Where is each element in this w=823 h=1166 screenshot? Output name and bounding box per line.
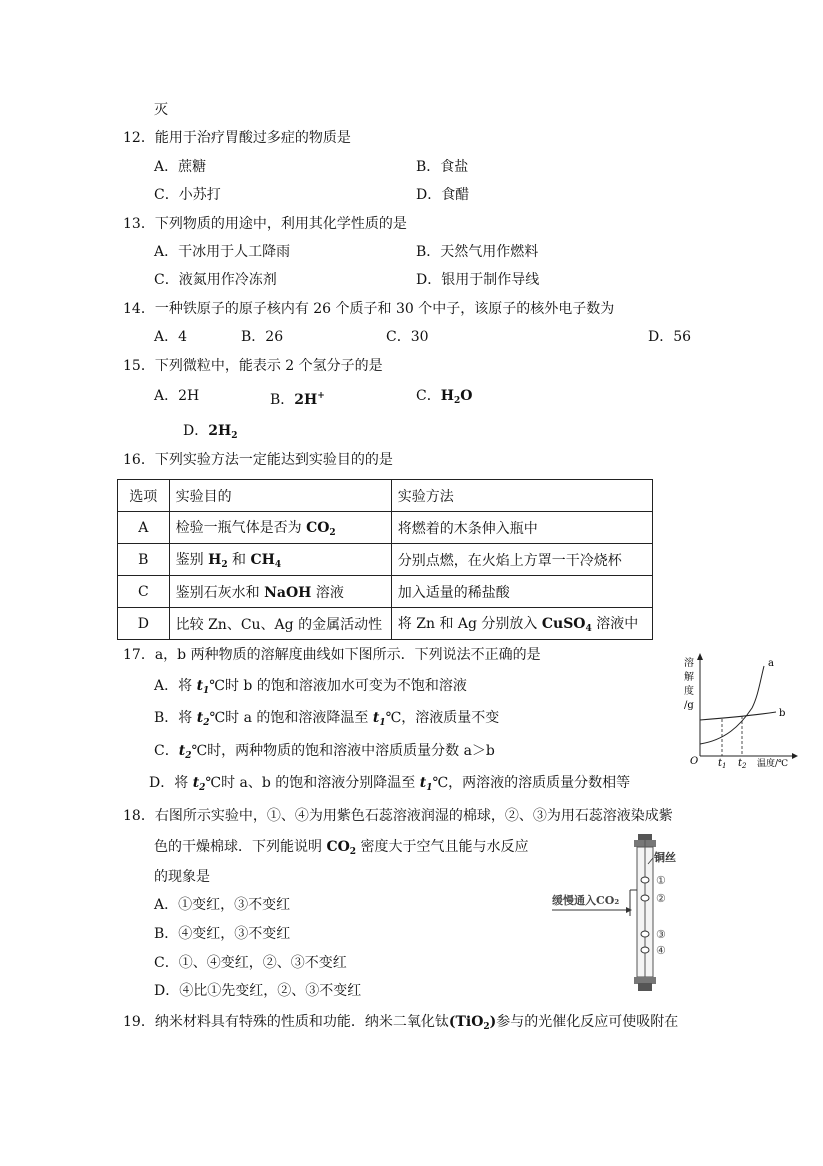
q15-option-c: C．$H_2O$	[416, 388, 473, 406]
marker-4: ④	[656, 944, 666, 957]
table-header-row	[118, 480, 653, 512]
q14-option-d: D．56	[648, 329, 692, 345]
q14-option-b: B．26	[241, 329, 284, 345]
q15-option-b: B．2H+	[270, 391, 325, 408]
q14-option-c: C．30	[386, 329, 429, 345]
t2-label: t	[738, 758, 743, 769]
ylabel-1: 溶	[684, 658, 694, 669]
wire-label: 铜丝	[654, 851, 676, 864]
curve-a-label: a	[768, 658, 774, 669]
q17-option-a: A．将 $t_1℃$时 b 的饱和溶液加水可变为不饱和溶液	[154, 678, 467, 696]
marker-1: ①	[656, 874, 666, 887]
q18-option-b: B．④变红，③不变红	[154, 926, 291, 942]
t2-sub: 2	[742, 762, 747, 770]
q12-option-a: A．蔗糖	[154, 159, 207, 175]
curve-a	[700, 666, 764, 744]
xlabel: 温度/℃	[757, 759, 789, 769]
q15-stem: 15．下列微粒中，能表示 2 个氢分子的是	[123, 358, 383, 374]
t1-sub: 1	[722, 762, 727, 770]
ylabel-3: 度	[684, 686, 694, 697]
q13-stem: 13．下列物质的用途中，利用其化学性质的是	[123, 216, 407, 232]
x-axis-arrow	[792, 753, 798, 759]
t1-label: t	[718, 758, 723, 769]
header-method: 实验方法	[391, 480, 652, 512]
ylabel-4: /g	[684, 700, 694, 711]
marker-3: ③	[656, 928, 666, 941]
marker-2: ②	[656, 892, 666, 905]
q14-stem: 14．一种铁原子的原子核内有 26 个质子和 30 个中子，该原子的核外电子数为	[123, 301, 615, 317]
q12-option-d: D．食醋	[416, 187, 470, 203]
header-option: 选项	[118, 480, 170, 512]
cotton-ball-4	[641, 947, 649, 953]
co2-apparatus-figure	[550, 832, 710, 994]
q17-option-b: B．将 $t_2℃$时 a 的饱和溶液降温至 $t_1℃$，溶液质量不变	[154, 710, 500, 728]
q13-option-c: C．液氮用作冷冻剂	[154, 272, 277, 288]
q17-option-d: D．将 $t_2℃$时 a、b 的饱和溶液分别降温至 $t_1℃$，两溶液的溶质质量分数相等	[149, 775, 631, 793]
q12-stem: 12．能用于治疗胃酸过多症的物质是	[123, 130, 351, 146]
table-row: D 比较 Zn、Cu、Ag 的金属活动性 将 Zn 和 Ag 分别放入 CuSO$_4$ 溶液中	[118, 608, 653, 640]
bottom-cap	[638, 983, 652, 991]
q13-option-b: B．天然气用作燃料	[416, 244, 539, 260]
q17-option-c: C．$t_2℃$时，两种物质的饱和溶液中溶质质量分数 a＞b	[154, 743, 495, 761]
inlet-label: 缓慢通入CO₂	[552, 894, 620, 907]
q17-stem: 17．a，b 两种物质的溶解度曲线如下图所示．下列说法不正确的是	[123, 647, 541, 663]
inlet-arrow-head	[626, 907, 632, 913]
q18-stem-2: 色的干燥棉球．下列能说明 $CO_2$ 密度大于空气且能与水反应	[154, 839, 529, 857]
q18-stem-3: 的现象是	[154, 869, 210, 885]
q18-stem-1: 18．右图所示实验中，①、④为用紫色石蕊溶液润湿的棉球，②、③为用石蕊溶液染成紫	[123, 808, 673, 824]
ylabel-2: 解	[684, 672, 694, 683]
origin-label: O	[690, 756, 699, 767]
q18-option-d: D．④比①先变红，②、③不变红	[154, 983, 362, 999]
q15-option-d: D．$2H_2$	[183, 423, 238, 441]
header-goal: 实验目的	[169, 480, 391, 512]
q18-option-a: A．①变红，③不变红	[154, 897, 291, 913]
cotton-ball-3	[641, 931, 649, 937]
curve-b	[700, 712, 776, 720]
q12-option-b: B．食盐	[416, 159, 469, 175]
q14-option-a: A．4	[154, 329, 188, 345]
q19-stem: 19．纳米材料具有特殊的性质和功能．纳米二氧化钛(TiO$_2$)参与的光催化反应可使吸附在	[123, 1014, 679, 1032]
cotton-ball-1	[641, 877, 649, 883]
q18-option-c: C．①、④变红，②、③不变红	[154, 955, 347, 971]
q13-option-a: A．干冰用于人工降雨	[154, 244, 291, 260]
cotton-ball-2	[641, 895, 649, 901]
table-row: A 检验一瓶气体是否为 $CO_2$ 将燃着的木条伸入瓶中	[118, 512, 653, 544]
y-axis-arrow	[697, 653, 703, 660]
q16-stem: 16．下列实验方法一定能达到实验目的的是	[123, 452, 393, 468]
q13-option-d: D．银用于制作导线	[416, 272, 540, 288]
table-row: B 鉴别 $H_2$ 和 $CH_4$ 分别点燃，在火焰上方罩一干冷烧杯	[118, 544, 653, 576]
q15-option-a: A．2H	[154, 388, 200, 404]
q11-tail: 灭	[154, 102, 168, 118]
q12-option-c: C．小苏打	[154, 187, 221, 203]
solubility-graph	[680, 652, 800, 770]
bottom-stopper	[634, 977, 656, 984]
table-row: C 鉴别石灰水和 NaOH 溶液 加入适量的稀盐酸	[118, 576, 653, 608]
curve-b-label: b	[779, 708, 786, 719]
experiment-table	[117, 479, 653, 640]
